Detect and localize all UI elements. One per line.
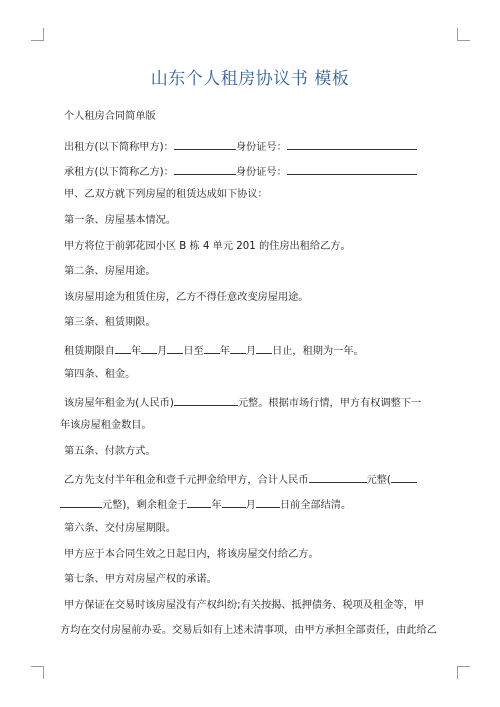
article-5-heading: 第五条、付款方式。 bbox=[64, 446, 156, 457]
start-month-blank bbox=[141, 342, 157, 354]
end-day-blank bbox=[256, 342, 272, 354]
article-5-body-line-1: 乙方先支付半年租金和壹千元押金给甲方，合计人民币 元整( bbox=[64, 471, 417, 488]
lessor-label: 出租方(以下简称甲方)： bbox=[64, 142, 174, 153]
article-5-body-line-2: 元整)，剩余租金于 年 月 日前全部结清。 bbox=[60, 496, 440, 513]
lessee-label: 承租方(以下简称乙方)： bbox=[64, 167, 174, 178]
start-year-blank bbox=[115, 342, 131, 354]
article-7-body-line-1: 甲方保证在交易时该房屋没有产权纠纷;有关按揭、抵押债务、税项及租金等，甲 bbox=[64, 600, 424, 611]
article-3-heading: 第三条、租赁期限。 bbox=[64, 317, 156, 328]
lessor-line bbox=[64, 138, 417, 155]
amount-words-blank-1 bbox=[391, 471, 417, 483]
article-1-heading: 第一条、房屋基本情况。 bbox=[64, 215, 177, 226]
lessee-name-blank bbox=[174, 163, 236, 175]
end-month-blank bbox=[230, 342, 246, 354]
article-4-body-line-1: 该房屋年租金为(人民币) 元整。根据市场行情，甲方有权调整下一 bbox=[64, 394, 421, 411]
lessor-id-label: 身份证号： bbox=[235, 142, 287, 153]
lessor-id-blank bbox=[287, 138, 417, 150]
due-year-blank bbox=[187, 496, 211, 508]
annual-rent-blank bbox=[174, 394, 238, 406]
due-day-blank bbox=[256, 496, 280, 508]
subtitle-line: 个人租房合同简单版 bbox=[64, 111, 156, 122]
article-4-body-line-2: 年该房屋租金数目。 bbox=[60, 420, 152, 431]
article-7-body-line-2: 方均在交付房屋前办妥。交易后如有上述未清事项，由甲方承担全部责任，由此给乙 bbox=[60, 625, 437, 636]
lessee-id-label: 身份证号： bbox=[235, 167, 287, 178]
article-3-body: 租赁期限自 年 月 日至 年 月 日止，租期为一年。 bbox=[64, 342, 364, 359]
corner-mark-bottom-left bbox=[31, 666, 44, 679]
article-1-body: 甲方将位于前郭花园小区 B 栋 4 单元 201 的住房出租给乙方。 bbox=[64, 241, 351, 252]
end-year-blank bbox=[204, 342, 220, 354]
agreement-intro: 甲、乙双方就下列房屋的租赁达成如下协议： bbox=[64, 189, 268, 200]
corner-mark-top-right bbox=[457, 28, 470, 41]
start-day-blank bbox=[167, 342, 183, 354]
article-6-body: 甲方应于本合同生效之日起日内，将该房屋交付给乙方。 bbox=[64, 549, 319, 560]
lessor-name-blank bbox=[174, 138, 236, 150]
lessee-id-blank bbox=[287, 163, 417, 175]
due-month-blank bbox=[222, 496, 246, 508]
total-amount-blank bbox=[309, 471, 367, 483]
article-7-heading: 第七条、甲方对房屋产权的承诺。 bbox=[64, 574, 217, 585]
document-title: 山东个人租房协议书 模板 bbox=[150, 69, 350, 89]
article-6-heading: 第六条、交付房屋期限。 bbox=[64, 523, 177, 534]
article-4-heading: 第四条、租金。 bbox=[64, 369, 136, 380]
corner-mark-bottom-right bbox=[457, 666, 470, 679]
article-2-heading: 第二条、房屋用途。 bbox=[64, 266, 156, 277]
amount-words-blank-2 bbox=[60, 496, 102, 508]
article-2-body: 该房屋用途为租赁住房，乙方不得任意改变房屋用途。 bbox=[64, 292, 309, 303]
corner-mark-top-left bbox=[31, 28, 44, 41]
lessee-line bbox=[64, 163, 417, 180]
